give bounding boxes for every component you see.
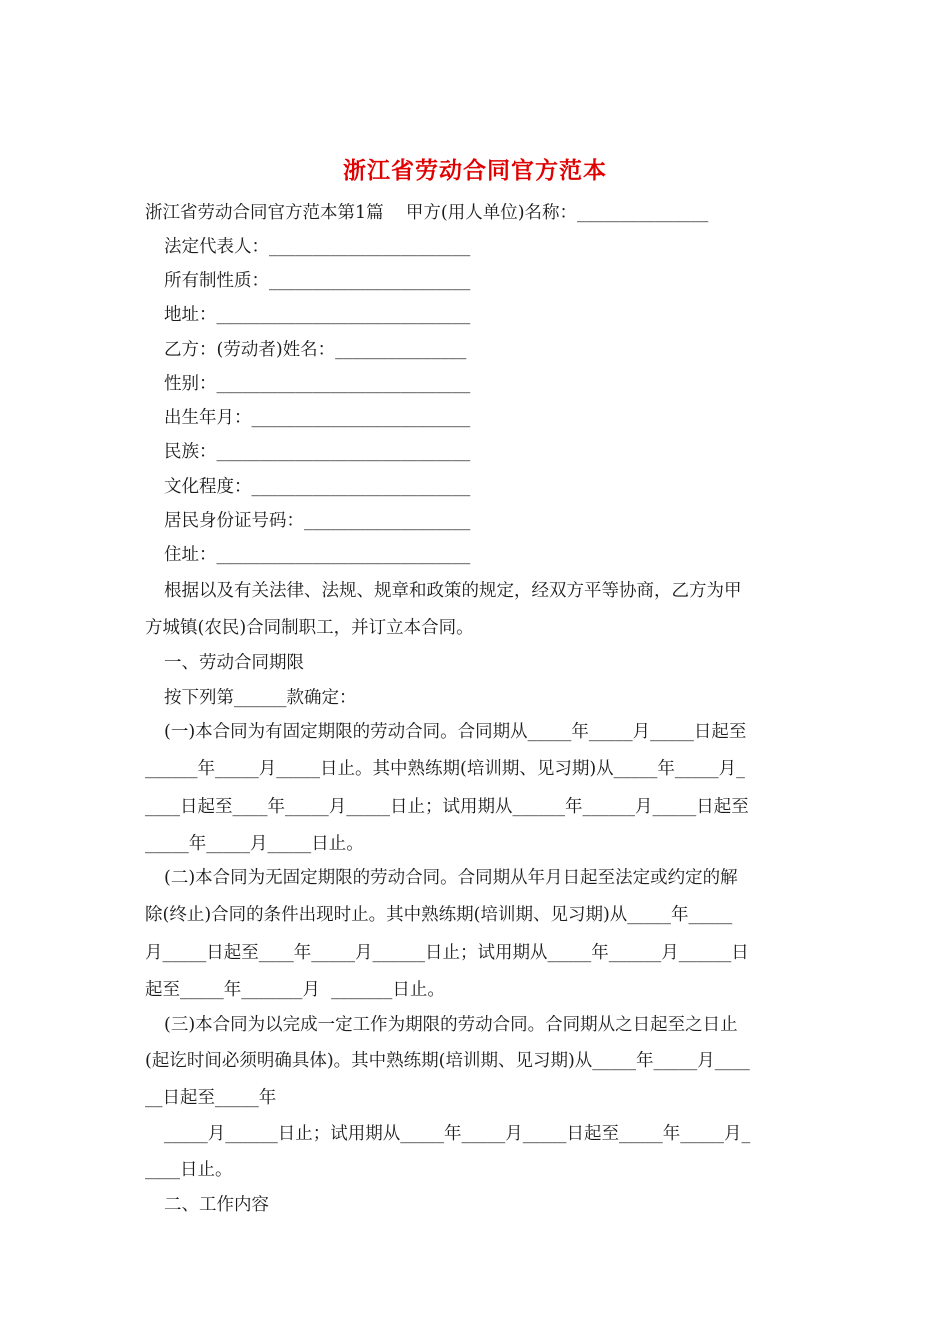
clause-3-line-2: (起讫时间必须明确具体)。其中熟练期(培训期、见习期)从_____年_____月____ — [145, 1051, 750, 1071]
clause-2-line-4: 起至_____年_______月 _______日止。 — [145, 980, 445, 1000]
clause-3-line-1: (三)本合同为以完成一定工作为期限的劳动合同。合同期从之日起至之日止 — [164, 1015, 738, 1035]
choose-clause-line: 按下列第______款确定： — [164, 688, 357, 708]
clause-1-line-4: _____年_____月_____日止。 — [145, 834, 364, 854]
clause-2-line-3: 月_____日起至____年_____月______日止；试用期从_____年______月______日 — [145, 943, 749, 963]
header-line: 浙江省劳动合同官方范本第1篇 甲方(用人单位)名称：_______________ — [145, 203, 709, 223]
clause-3-line-3: __日起至_____年 — [145, 1088, 277, 1108]
field-education: 文化程度：_________________________ — [164, 477, 471, 497]
clause-3-line-4: _____月______日止；试用期从_____年_____月_____日起至_____年_____月_ — [164, 1124, 751, 1144]
field-address: 地址：_____________________________ — [164, 305, 471, 325]
intro-paragraph-line-2: 方城镇(农民)合同制职工，并订立本合同。 — [145, 618, 474, 638]
field-id-number: 居民身份证号码：___________________ — [164, 511, 471, 531]
clause-2-line-1: (二)本合同为无固定期限的劳动合同。合同期从年月日起至法定或约定的解 — [164, 868, 738, 888]
document-title: 浙江省劳动合同官方范本 — [343, 157, 607, 184]
field-gender: 性别：_____________________________ — [164, 374, 471, 394]
field-residence: 住址：_____________________________ — [164, 545, 471, 565]
field-ownership: 所有制性质：_______________________ — [164, 271, 471, 291]
field-ethnicity: 民族：_____________________________ — [164, 442, 471, 462]
section-heading-1: 一、劳动合同期限 — [164, 653, 304, 673]
field-birth-date: 出生年月：_________________________ — [164, 408, 471, 428]
clause-3-line-5: ____日止。 — [145, 1160, 233, 1180]
section-heading-2: 二、工作内容 — [164, 1195, 269, 1215]
intro-paragraph-line-1: 根据以及有关法律、法规、规章和政策的规定，经双方平等协商，乙方为甲 — [164, 581, 742, 601]
clause-2-line-2: 除(终止)合同的条件出现时止。其中熟练期(培训期、见习期)从_____年_____ — [145, 905, 733, 925]
clause-1-line-3: ____日起至____年_____月_____日止；试用期从______年______月_____日起至 — [145, 797, 749, 817]
field-party-b-name: 乙方：(劳动者)姓名：_______________ — [164, 340, 467, 360]
clause-1-line-2: ______年_____月_____日止。其中熟练期(培训期、见习期)从_____年_____月_ — [145, 759, 745, 779]
field-legal-rep: 法定代表人：_______________________ — [164, 237, 471, 257]
clause-1-line-1: (一)本合同为有固定期限的劳动合同。合同期从_____年_____月_____日起至 — [164, 722, 747, 742]
